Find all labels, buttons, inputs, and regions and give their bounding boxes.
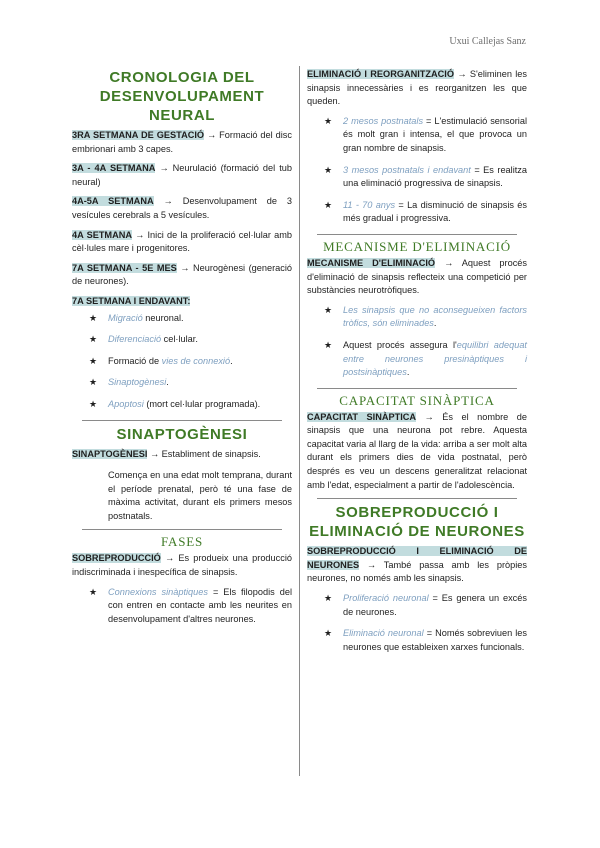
sinaptogenesi-definition [72,448,292,462]
column-divider [299,66,300,776]
entry-4a-5a-setmana [72,195,292,222]
star-icon: ★ [324,199,333,210]
star-icon: ★ [89,334,98,345]
entry-text: → Establiment de sinapsis. [147,448,261,459]
sobreproduccio-neurones-definition [307,545,527,586]
title-mecanisme: MECANISME D'ELIMINACIÓ [323,238,511,254]
entry-text: → Formació del disc embrionari amb 3 capes. [72,130,292,154]
section-divider [82,420,282,421]
list-item: ★ Migració neuronal. [72,312,292,326]
endavant-list [72,312,292,412]
list-item: ★ Diferenciació cel·lular. [72,333,292,347]
eliminacio-definition [307,68,527,109]
entry-text: → Aquest procés d'eliminació de sinapsis reflecteix una competició per substàncies neurotròfiques. [307,257,527,296]
list-item: ★ 3 mesos postnatals i endavant = Es realitza una eliminació progressiva de sinapsis. [324,164,527,189]
mecanisme-list [307,304,527,380]
entry-label: CAPACITAT SINÀPTICA [307,411,417,422]
neurones-list [307,592,527,654]
entry-7a-setmana-5e-mes [72,262,292,289]
entry-text: → Inici de la proliferació cel·lular amb cèl·lules mare i progenitores. [72,229,292,254]
entry-text: → És el nombre de sinapsis que una neurona pot rebre. Aquesta capacitat varia al llarg de la vida: arriba a ser molt alta durant els primers dies de vida postnatal, però després es veu un descens generalitzat relacionat amb l'edat, especialment a partir de l'adolescència. [307,411,527,490]
entry-text: → S'eliminen les sinapsis innecessàries i es reorganitzen les que queden. [307,69,528,107]
star-icon: ★ [324,593,333,604]
list-item: ★ Connexions sinàptiques = Els filopodis del con entren en contacte amb les neurites en desenvolupament d'altres neurones. [89,586,292,624]
star-icon: ★ [89,398,98,409]
sinaptogenesi-paragraph: Comença en una edat molt temprana, durant el període prenatal, però té una fase de màxima activitat, durant els primers mesos postnatals. [108,470,292,521]
list-item: ★ Proliferació neuronal = Es genera un excés de neurones. [324,593,527,617]
list-item: ★ Aquest procés assegura l'equilibri adequat entre neurones presinàptiques i postsinàptiques. [324,339,527,378]
entry-label: SOBREPRODUCCIÓ I ELIMINACIÓ DE NEURONES [307,546,527,570]
sobreproduccio-list [72,586,292,627]
entry-label: 7A SETMANA - 5E MES [72,262,177,273]
author-name: Uxui Callejas Sanz [449,36,526,47]
entry-text: → Es produeix una producció indiscriminada i inespecífica de sinapsis. [72,553,292,578]
list-item: ★ 2 mesos postnatals = L'estimulació sensorial és molt gran i intensa, el que provoca un gran nombre de sinapsis. [324,115,527,153]
section-divider [317,388,517,389]
entry-3a-4a-setmana [72,162,292,189]
title-sobreproduccio-neurones: SOBREPRODUCCIÓ I ELIMINACIÓ DE NEURONES [309,504,525,541]
list-item: ★ Sinaptogènesi. [72,376,292,390]
list-item: ★ Apoptosi (mort cel·lular programada). [72,398,292,412]
entry-4a-setmana [72,229,292,256]
star-icon: ★ [89,377,98,388]
entry-label: 4A-5A SETMANA [72,196,154,207]
entry-text: → Neurogènesi (generació de neurones). [72,262,293,287]
left-column [72,68,292,634]
title-capacitat: CAPACITAT SINÀPTICA [339,392,495,408]
star-icon: ★ [89,355,98,366]
eliminacio-list [307,115,527,226]
mecanisme-definition [307,257,527,298]
star-icon: ★ [324,339,333,350]
list-item: ★ Formació de vies de connexió. [72,355,292,369]
entry-label: 7A SETMANA I ENDAVANT: [72,295,191,306]
entry-text: → També passa amb les pròpies neurones, no només amb les sinapsis. [307,559,527,584]
sobreproduccio-definition [72,552,292,579]
capacitat-definition [307,411,527,493]
entry-text: → Neurulació (formació del tub neural) [72,163,292,187]
star-icon: ★ [89,312,98,323]
section-divider [82,529,282,530]
endavant-heading [72,295,292,309]
star-icon: ★ [324,115,333,126]
star-icon: ★ [89,586,98,597]
entry-label: 3RA SETMANA DE GESTACIÓ [72,130,205,140]
right-column [307,68,527,662]
entry-text: → Desenvolupament de 3 vesícules cerebrals a 5 vesícules. [72,196,292,220]
star-icon: ★ [324,164,333,175]
title-fases: FASES [160,534,204,550]
entry-label: 4A SETMANA [72,229,132,240]
list-item: ★ Eliminació neuronal = Només sobreviuen les neurones que estableixen xarxes funcionals. [324,628,527,652]
title-cronologia: CRONOLOGIA DEL DESENVOLUPAMENT NEURAL [99,69,265,124]
section-divider [317,234,517,235]
list-item: ★ 11 - 70 anys = La disminució de sinapsis és més gradual i progressiva. [324,199,527,224]
entry-label: ELIMINACIÓ I REORGANITZACIÓ [307,69,455,79]
entry-label: 3A - 4A SETMANA [72,163,156,174]
entry-label: SOBREPRODUCCIÓ [72,553,161,564]
entry-3ra-setmana [72,129,292,156]
entry-label: SINAPTOGÈNESI [72,448,148,459]
entry-label: MECANISME D'ELIMINACIÓ [307,257,436,268]
title-sinaptogenesi: SINAPTOGÈNESI [116,425,248,443]
star-icon: ★ [324,304,333,315]
star-icon: ★ [324,628,333,639]
list-item: ★ Les sinapsis que no aconsegueixen factors tròfics, són eliminades. [324,304,527,329]
section-divider [317,498,517,499]
